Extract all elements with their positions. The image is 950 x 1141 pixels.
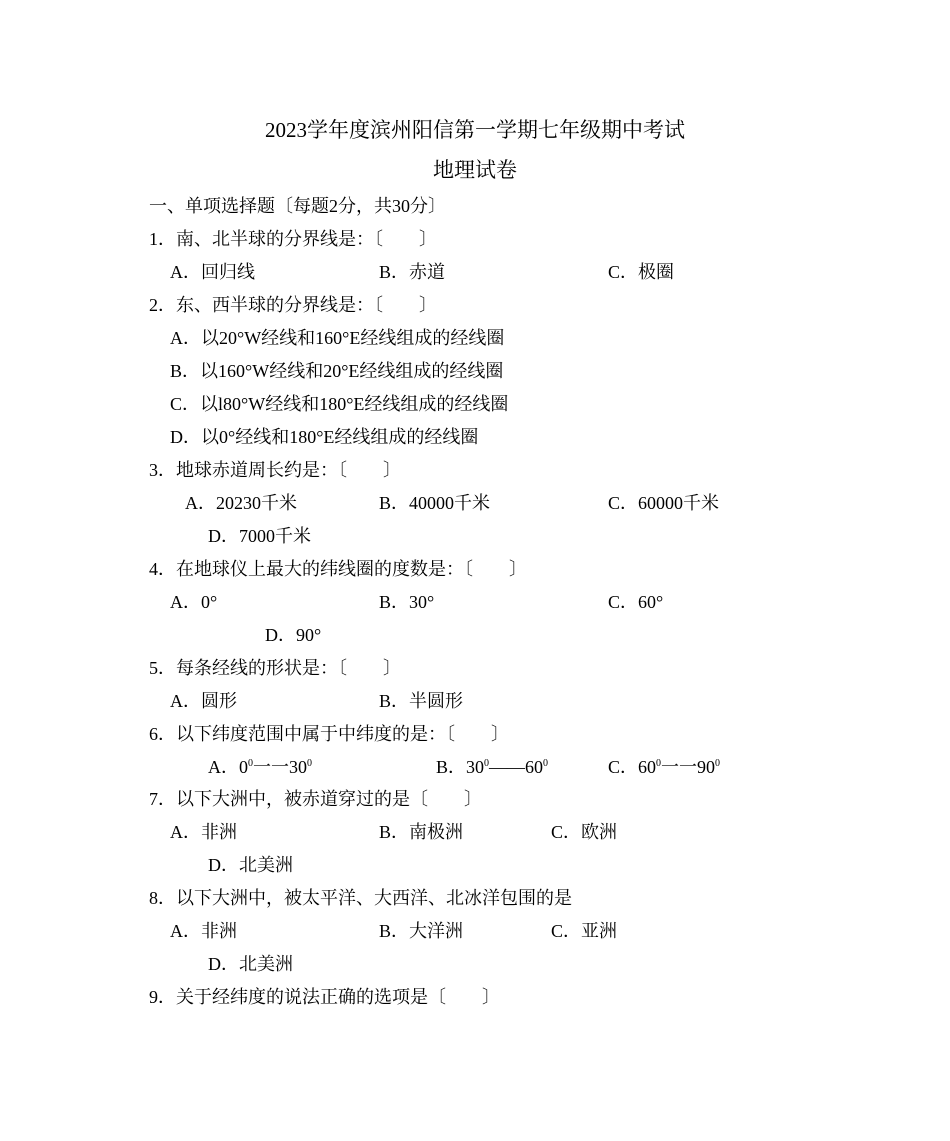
q6-option-c-to: 90 bbox=[697, 757, 716, 777]
q7-option-c: C．欧洲 bbox=[551, 822, 618, 842]
q5-option-b: B．半圆形 bbox=[379, 691, 464, 711]
q2-option-c: C．以l80°W经线和180°E经线组成的经线圈 bbox=[170, 394, 509, 414]
q6-option-c-dash: 一一 bbox=[661, 757, 698, 777]
q6-option-b-to: 60 bbox=[525, 757, 544, 777]
q6-option-b-label: B． bbox=[436, 757, 467, 777]
q2-option-d: D．以0°经线和180°E经线组成的经线圈 bbox=[170, 427, 479, 447]
q6-option-a-dash: 一一 bbox=[253, 757, 289, 777]
q3-option-c: C．60000千米 bbox=[608, 493, 720, 513]
q6-option-b-degree-2: 0 bbox=[543, 758, 549, 769]
question-5: 5．每条经线的形状是：〔 〕 bbox=[149, 658, 401, 678]
q8-option-a: A．非洲 bbox=[170, 921, 237, 941]
question-6: 6．以下纬度范围中属于中纬度的是：〔 〕 bbox=[149, 724, 509, 744]
q6-option-c-from: 60 bbox=[638, 757, 657, 777]
q6-option-b-from: 30 bbox=[466, 757, 485, 777]
q6-option-b-degree-1: 0 bbox=[484, 758, 490, 769]
q8-option-d: D．北美洲 bbox=[208, 954, 293, 974]
q7-option-d: D．北美洲 bbox=[208, 855, 293, 875]
question-9: 9．关于经纬度的说法正确的选项是〔 〕 bbox=[149, 987, 500, 1007]
q6-option-a-degree-2: 0 bbox=[307, 758, 312, 769]
q6-option-c bbox=[608, 758, 720, 776]
q6-option-c-label: C． bbox=[608, 757, 639, 777]
q4-option-b: B．30° bbox=[379, 592, 435, 612]
q2-option-b: B．以160°W经线和20°E经线组成的经线圈 bbox=[170, 361, 504, 381]
q3-option-b: B．40000千米 bbox=[379, 493, 491, 513]
q8-option-b: B．大洋洲 bbox=[379, 921, 464, 941]
exam-subtitle: 地理试卷 bbox=[433, 158, 517, 182]
q3-option-a: A．20230千米 bbox=[185, 493, 297, 513]
q6-option-b bbox=[436, 758, 548, 776]
question-4: 4．在地球仪上最大的纬线圈的度数是：〔 〕 bbox=[149, 559, 527, 579]
q6-option-a-label: A． bbox=[208, 757, 239, 777]
q7-option-b: B．南极洲 bbox=[379, 822, 464, 842]
q6-option-c-degree-1: 0 bbox=[656, 758, 662, 769]
q4-option-d: D．90° bbox=[265, 625, 322, 645]
question-7: 7．以下大洲中，被赤道穿过的是〔 〕 bbox=[149, 789, 482, 809]
question-8: 8．以下大洲中，被太平洋、大西洋、北冰洋包围的是 bbox=[149, 888, 572, 908]
question-3: 3．地球赤道周长约是：〔 〕 bbox=[149, 460, 401, 480]
q2-option-a: A．以20°W经线和160°E经线组成的经线圈 bbox=[170, 328, 505, 348]
q6-option-a-degree-1: 0 bbox=[248, 758, 253, 769]
q4-option-c: C．60° bbox=[608, 592, 664, 612]
q8-option-c: C．亚洲 bbox=[551, 921, 618, 941]
q3-option-d: D．7000千米 bbox=[208, 526, 311, 546]
q6-option-a-to: 30 bbox=[289, 757, 307, 777]
q7-option-a: A．非洲 bbox=[170, 822, 237, 842]
q6-option-b-dash: —— bbox=[489, 757, 526, 777]
q6-option-a-from: 0 bbox=[239, 757, 248, 777]
question-1: 1．南、北半球的分界线是：〔 〕 bbox=[149, 229, 437, 249]
section-heading: 一、单项选择题〔每题2分，共30分〕 bbox=[149, 196, 446, 216]
exam-title: 2023学年度滨州阳信第一学期七年级期中考试 bbox=[265, 118, 685, 142]
q4-option-a: A．0° bbox=[170, 592, 218, 612]
q1-option-a: A．回归线 bbox=[170, 262, 255, 282]
q6-option-a bbox=[208, 758, 312, 776]
question-2: 2．东、西半球的分界线是：〔 〕 bbox=[149, 295, 437, 315]
q1-option-b: B．赤道 bbox=[379, 262, 446, 282]
q1-option-c: C．极圈 bbox=[608, 262, 675, 282]
q5-option-a: A．圆形 bbox=[170, 691, 237, 711]
q6-option-c-degree-2: 0 bbox=[715, 758, 721, 769]
